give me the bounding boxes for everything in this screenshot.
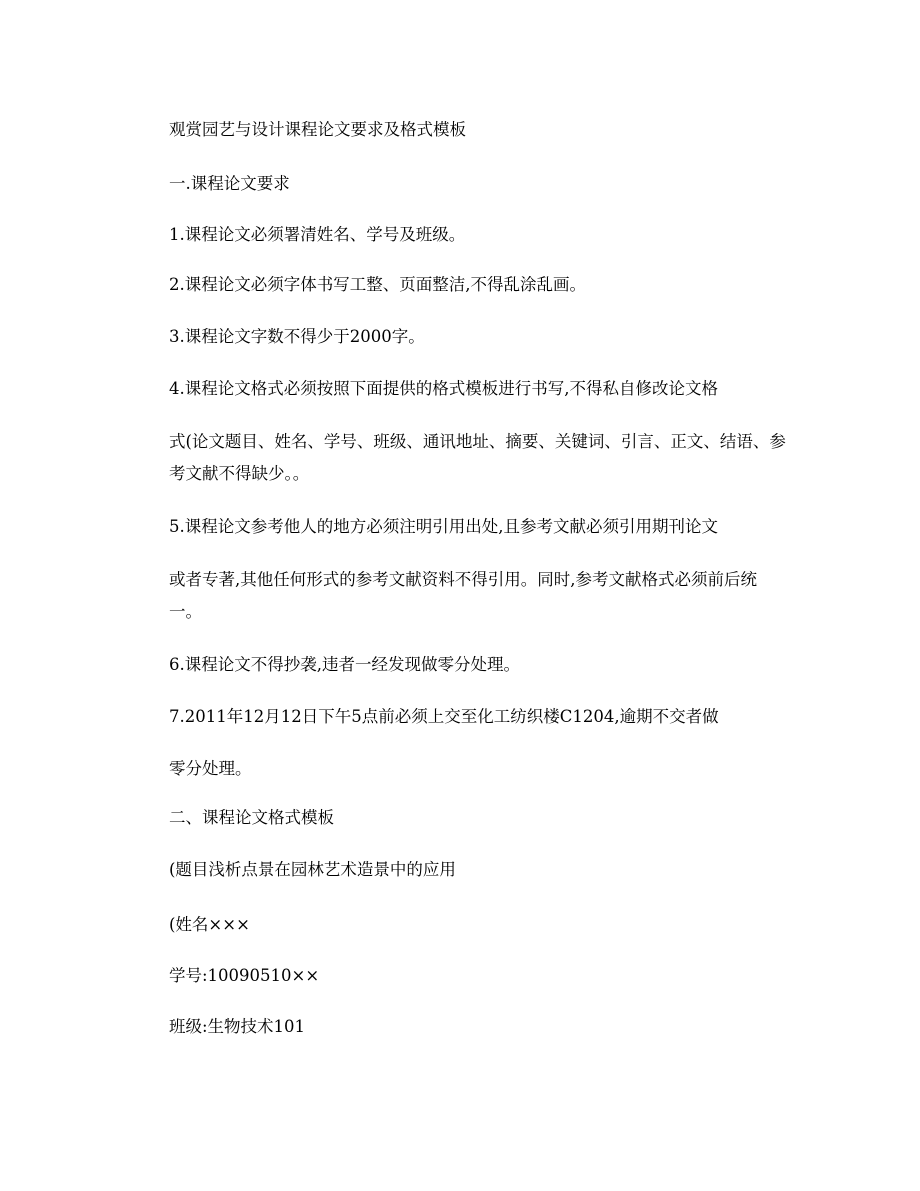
requirement-7-line-2: 零分处理。 (169, 759, 252, 778)
template-title-line: (题目浅析点景在园林艺术造景中的应用 (169, 860, 456, 879)
requirement-3: 3.课程论文字数不得少于2000字。 (169, 327, 425, 346)
requirement-2: 2.课程论文必须字体书写工整、页面整洁,不得乱涂乱画。 (169, 275, 586, 294)
section-heading-template: 二、课程论文格式模板 (169, 808, 334, 827)
requirement-5-line-1: 5.课程论文参考他人的地方必须注明引用出处,且参考文献必须引用期刊论文 (169, 517, 718, 536)
section-heading-requirements: 一.课程论文要求 (169, 174, 290, 193)
requirement-7-line-1: 7.2011年12月12日下午5点前必须上交至化工纺织楼C1204,逾期不交者做 (169, 707, 719, 726)
template-name-line: (姓名××× (169, 915, 250, 934)
requirement-4-line-1: 4.课程论文格式必须按照下面提供的格式模板进行书写,不得私自修改论文格 (169, 379, 718, 398)
requirement-1: 1.课程论文必须署清姓名、学号及班级。 (169, 225, 466, 244)
template-student-id-line: 学号:10090510×× (169, 966, 320, 985)
requirement-4-line-2: 式(论文题目、姓名、学号、班级、通讯地址、摘要、关键词、引言、正文、结语、参考文献不得缺少。。 (169, 432, 786, 483)
requirement-5-line-2: 或者专著,其他任何形式的参考文献资料不得引用。同时,参考文献格式必须前后统一。 (169, 570, 757, 621)
requirement-6: 6.课程论文不得抄袭,违者一经发现做零分处理。 (169, 655, 520, 674)
template-class-line: 班级:生物技术101 (169, 1017, 306, 1036)
document-title: 观赏园艺与设计课程论文要求及格式模板 (169, 120, 466, 139)
